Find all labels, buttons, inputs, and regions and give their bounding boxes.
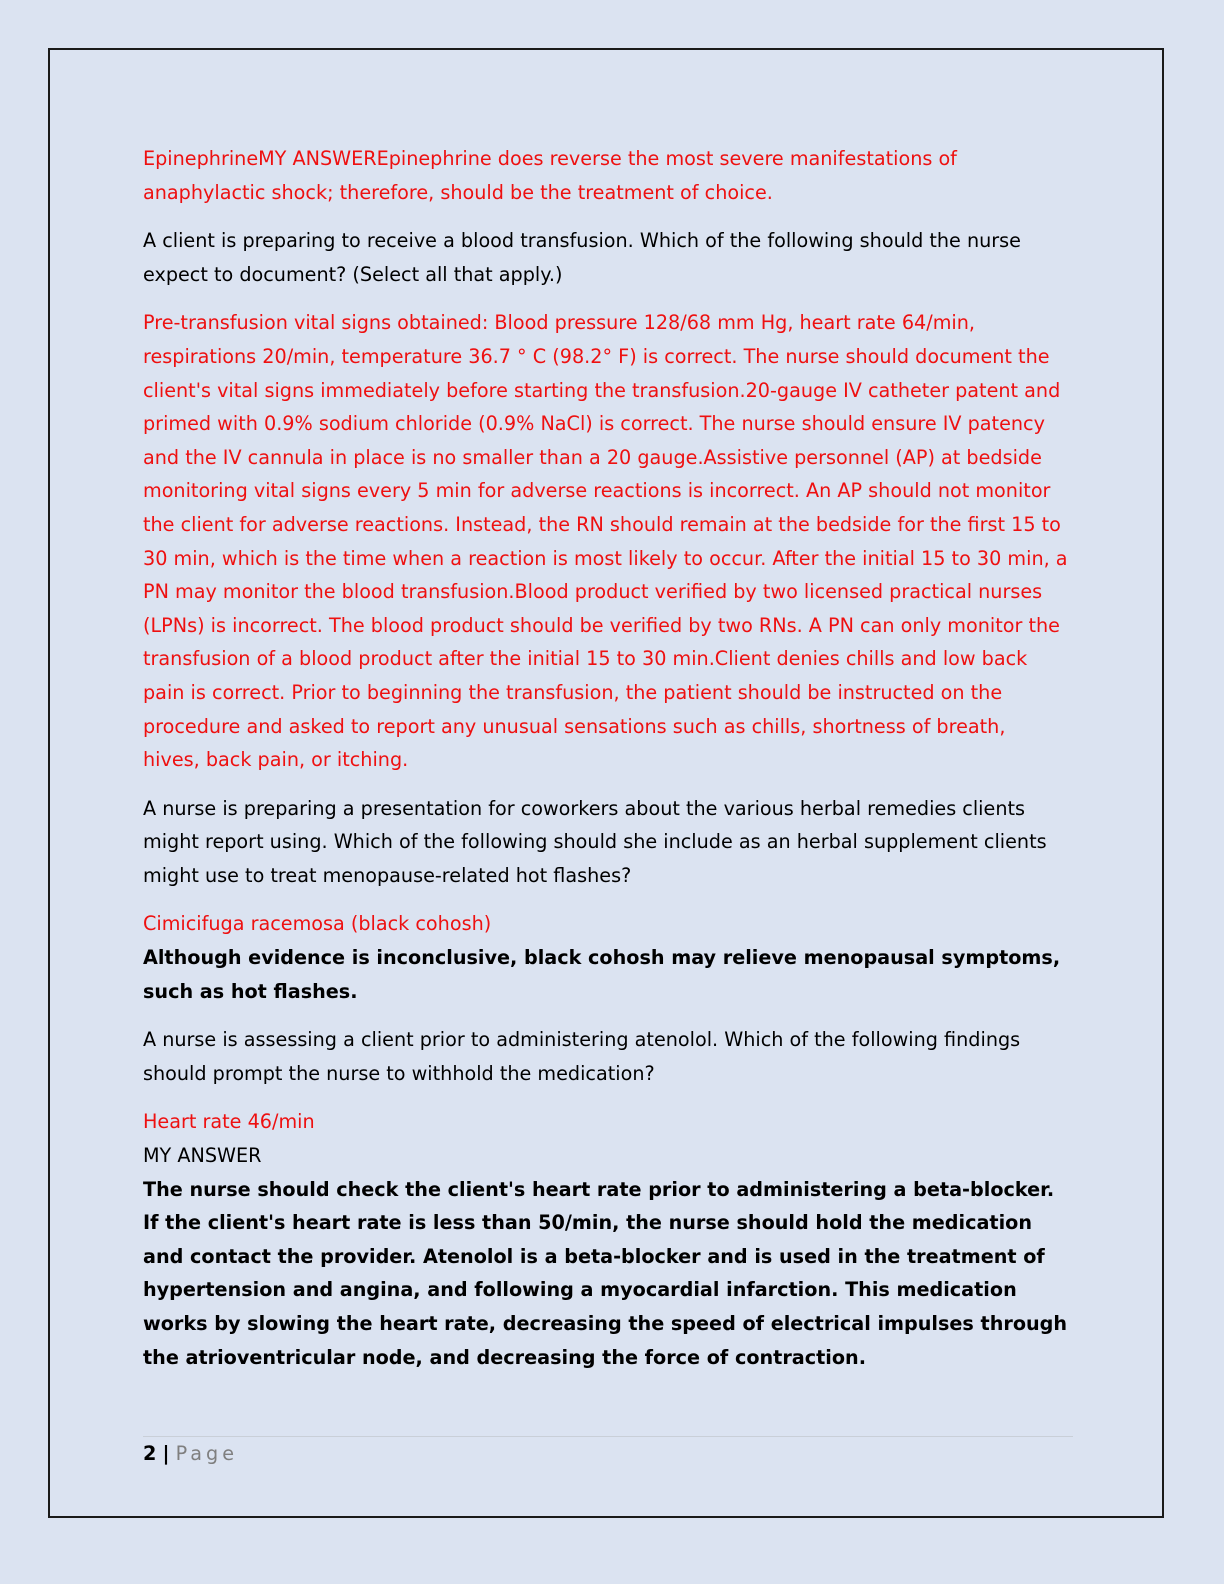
page-separator: | — [162, 1442, 170, 1465]
page-number: 2 — [143, 1442, 157, 1465]
page-label: Page — [175, 1442, 239, 1465]
my-answer-label: MY ANSWER — [143, 1144, 262, 1168]
rationale-black-cohosh: Although evidence is inconclusive, black cohosh may relieve menopausal symptoms, such as hot flashes. — [143, 946, 1061, 1003]
document-body — [143, 142, 1068, 1389]
question-herbal-remedies: A nurse is preparing a presentation for coworkers about the various herbal remedies clients might report using. Which of the following should she include as an herbal supplement clients might use to treat menopause-related hot flashes? — [143, 796, 1047, 887]
question-blood-transfusion: A client is preparing to receive a blood transfusion. Which of the following should the nurse expect to document? (Select all that apply.) — [143, 229, 1021, 286]
answer-blood-transfusion: Pre-transfusion vital signs obtained: Blood pressure 128/68 mm Hg, heart rate 64/min, respirations 20/min, temperature 36.7 ° C (98.2° F) is correct. The nurse should document the client's vital signs immediately before starting the transfusion.20-gauge IV catheter patent and primed with 0.9% sodium chloride (0.9% NaCl) is correct. The nurse should ensure IV patency and the IV cannula in place is no smaller than a 20 gauge.Assistive personnel (AP) at bedside monitoring vital signs every 5 min for adverse reactions is incorrect. An AP should not monitor the client for adverse reactions. Instead, the RN should remain at the bedside for the first 15 to 30 min, which is the time when a reaction is most likely to occur. After the initial 15 to 30 min, a PN may monitor the blood transfusion.Blood product verified by two licensed practical nurses (LPNs) is incorrect. The blood product should be verified by two RNs. A PN can only monitor the transfusion of a blood product after the initial 15 to 30 min.Client denies chills and low back pain is correct. Prior to beginning the transfusion, the patient should be instructed on the procedure and asked to report any unusual sensations such as chills, shortness of breath, hives, back pain, or itching. — [143, 311, 1068, 772]
rationale-atenolol: The nurse should check the client's heart rate prior to administering a beta-blocker. If the client's heart rate is less than 50/min, the nurse should hold the medication and contact the provider. Atenolol is a beta-blocker and is used in the treatment of hypertension and angina, and following a myocardial infarction. This medication works by slowing the heart rate, decreasing the speed of electrical impulses through the atrioventricular node, and decreasing the force of contraction. — [143, 1177, 1068, 1369]
answer-heart-rate: Heart rate 46/min — [143, 1110, 315, 1134]
question-atenolol: A nurse is assessing a client prior to administering atenolol. Which of the following findings should prompt the nurse to withhold the medication? — [143, 1028, 1021, 1085]
page-footer — [143, 1438, 238, 1470]
answer-black-cohosh: Cimicifuga racemosa (black cohosh) — [143, 912, 492, 936]
answer-epinephrine: EpinephrineMY ANSWEREpinephrine does reverse the most severe manifestations of anaphylactic shock; therefore, should be the treatment of choice. — [143, 147, 957, 204]
footer-divider — [143, 1436, 1073, 1437]
